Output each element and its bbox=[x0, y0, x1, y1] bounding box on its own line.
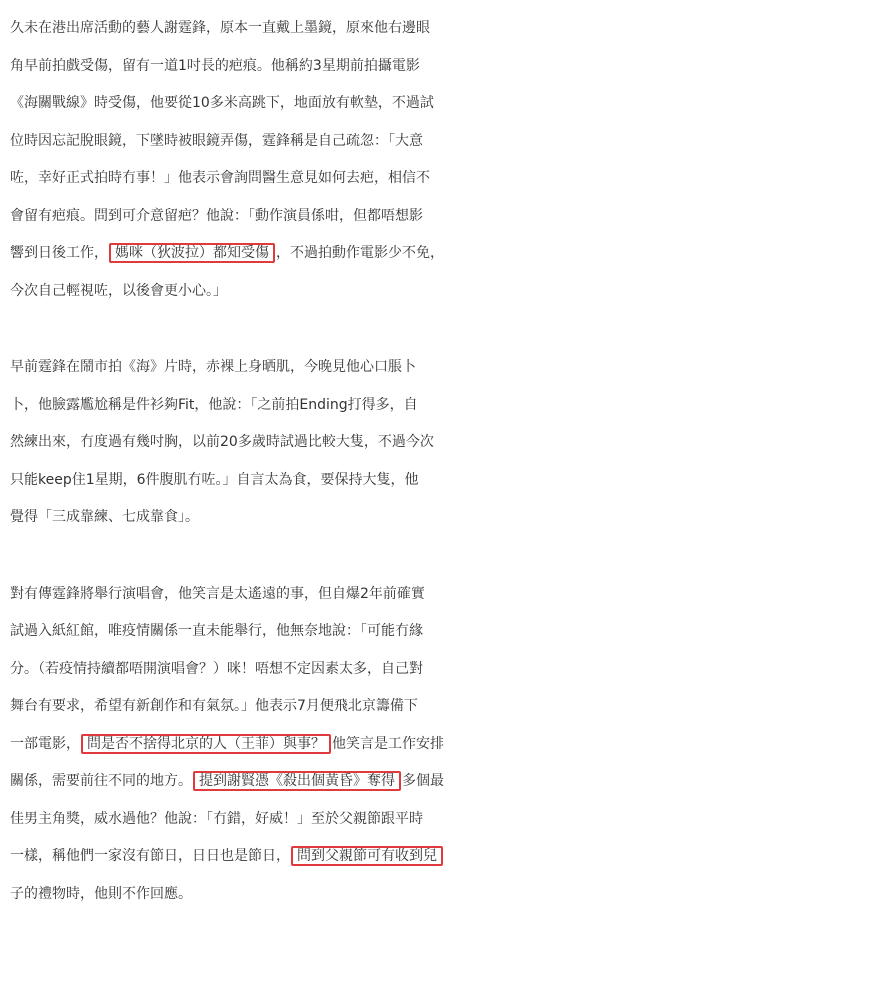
text-line bbox=[10, 424, 888, 462]
text-segment: 角早前拍戲受傷，留有一道1吋長的疤痕。他稱約3星期前拍攝電影 bbox=[10, 57, 420, 74]
text-line bbox=[10, 48, 888, 86]
text-segment: 早前霆鋒在鬧市拍《海》片時，赤裸上身晒肌，今晚見他心口脹卜 bbox=[10, 359, 416, 375]
text-segment: 試過入紙紅館，唯疫情關係一直未能舉行，他無奈地說：「可能冇緣 bbox=[10, 623, 423, 639]
paragraph bbox=[10, 10, 888, 310]
text-segment: 卜，他臉露尷尬稱是件衫夠Fit，他說：「之前拍Ending打得多，自 bbox=[10, 396, 418, 413]
text-line bbox=[10, 613, 888, 651]
text-segment: 位時因忘記脫眼鏡，下墜時被眼鏡弄傷，霆鋒稱是自己疏忽：「大意 bbox=[10, 132, 423, 149]
text-segment: 分。（若疫情持續都唔開演唱會？）咪！唔想不定因素太多，自己對 bbox=[10, 660, 423, 677]
article-body bbox=[10, 10, 888, 913]
highlighted-quote: 媽咪（狄波拉）都知受傷 bbox=[109, 243, 275, 263]
text-segment: ，不過拍動作電影少不免， bbox=[276, 245, 444, 261]
text-segment: 會留有疤痕。問到可介意留疤？他說：「動作演員係咁，但都唔想影 bbox=[10, 207, 423, 224]
text-line bbox=[10, 763, 888, 801]
text-segment: 他笑言是工作安排 bbox=[332, 735, 444, 752]
text-line bbox=[10, 273, 888, 311]
highlighted-quote: 問到父親節可有收到兒 bbox=[291, 846, 443, 866]
text-line bbox=[10, 876, 888, 914]
paragraph bbox=[10, 576, 888, 914]
text-line bbox=[10, 160, 888, 198]
text-segment: 多個最 bbox=[402, 773, 444, 789]
text-segment: 關係，需要前往不同的地方。 bbox=[10, 773, 192, 789]
text-line bbox=[10, 576, 888, 614]
paragraph bbox=[10, 349, 888, 537]
text-segment: 一部電影， bbox=[10, 735, 80, 752]
paragraph-gap bbox=[10, 537, 888, 576]
text-line bbox=[10, 462, 888, 500]
paragraph-gap bbox=[10, 310, 888, 349]
text-line bbox=[10, 349, 888, 387]
highlighted-quote: 提到謝賢憑《殺出個黃昏》奪得 bbox=[193, 771, 401, 791]
text-segment: 覺得「三成靠練、七成靠食」。 bbox=[10, 509, 199, 525]
text-segment: 只能keep住1星期，6件腹肌冇咗。」自言太為食，要保持大隻，他 bbox=[10, 471, 419, 488]
text-segment: 佳男主角獎，威水過他？他說：「冇錯，好威！」至於父親節跟平時 bbox=[10, 810, 423, 827]
text-line bbox=[10, 838, 888, 876]
text-line bbox=[10, 801, 888, 839]
text-segment: 對有傳霆鋒將舉行演唱會，他笑言是太遙遠的事，但自爆2年前確實 bbox=[10, 585, 425, 602]
text-line bbox=[10, 123, 888, 161]
text-line bbox=[10, 651, 888, 689]
text-line bbox=[10, 688, 888, 726]
text-segment: 一樣，稱他們一家沒有節日，日日也是節日， bbox=[10, 848, 290, 864]
text-line bbox=[10, 726, 888, 764]
text-line bbox=[10, 198, 888, 236]
text-segment: 子的禮物時，他則不作回應。 bbox=[10, 885, 192, 902]
text-line bbox=[10, 235, 888, 273]
text-segment: 咗，幸好正式拍時冇事！」他表示會詢問醫生意見如何去疤，相信不 bbox=[10, 170, 430, 186]
text-segment: 《海關戰線》時受傷，他要從10多米高跳下，地面放有軟墊，不過試 bbox=[10, 95, 434, 111]
text-line bbox=[10, 499, 888, 537]
text-line bbox=[10, 10, 888, 48]
highlighted-quote: 問是否不捨得北京的人（王菲）與事？ bbox=[81, 734, 331, 754]
text-segment: 舞台有要求，希望有新創作和有氣氛。」他表示7月便飛北京籌備下 bbox=[10, 698, 418, 714]
text-line bbox=[10, 387, 888, 425]
text-segment: 響到日後工作， bbox=[10, 245, 108, 261]
text-segment: 今次自己輕視咗，以後會更小心。」 bbox=[10, 282, 227, 299]
text-segment: 然練出來，冇度過有幾吋胸，以前20多歲時試過比較大隻，不過今次 bbox=[10, 434, 434, 450]
text-line bbox=[10, 85, 888, 123]
text-segment: 久未在港出席活動的藝人謝霆鋒，原本一直戴上墨鏡，原來他右邊眼 bbox=[10, 20, 430, 36]
